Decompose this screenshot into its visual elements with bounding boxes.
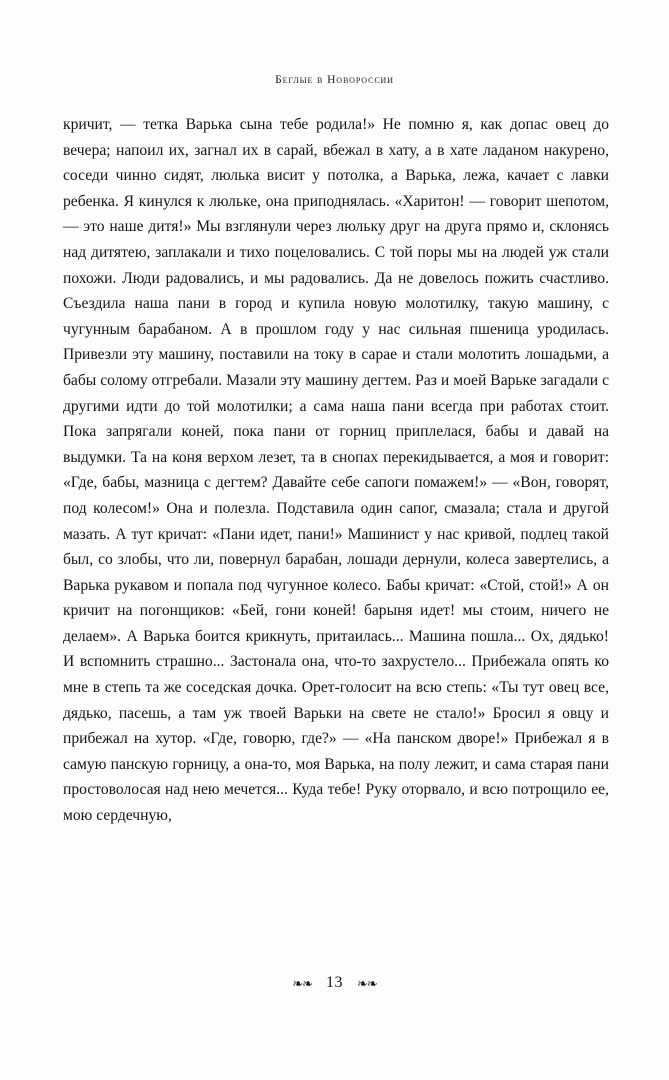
body-text-block [63,112,609,829]
page-number: 13 [326,974,343,991]
ornament-right-icon: ❧❧ [357,975,377,991]
running-head: Беглые в Новороссии [275,74,394,86]
ornament-left-icon: ❧❧ [292,975,312,991]
body-paragraph: кричит, — тетка Варька сына тебе родила!» Не помню я, как допас овец до вечера; напоил их, загнал их в сарай, вбежал в хату, а в хате ладаном накурено, соседи чинно сидят, люлька висит у потолка, а Варька, лежа, качает с лавки ребенка. Я кинулся к люльке, она приподнялась. «Харитон! — говорит шепотом, — это наше дитя!» Мы взглянули через люльку друг на друга прямо и, склонясь над дитятею, заплакали и тихо поцеловались. С той поры мы на людей уж стали похожи. Люди радовались, и мы радовались. Да не довелось пожить счастливо. Съездила наша пани в город и купила новую молотилку, такую машину, с чугунным барабаном. А в прошлом году у нас сильная пшеница уродилась. Привезли эту машину, поставили на току в сарае и стали молотить лошадьми, а бабы солому отгребали. Мазали эту машину дегтем. Раз и моей Варьке загадали с другими идти до той молотилки; а сама наша пани всегда при работах стоит. Пока запрягали коней, пока пани от горниц приплелася, бабы и давай на выдумки. Та на коня верхом лезет, та в снопах перекидывается, а моя и говорит: «Где, бабы, мазница с дегтем? Давайте себе сапоги помажем!» — «Вон, говорят, под колесом!» Она и полезла. Подставила один сапог, смазала; стала и другой мазать. А тут кричат: «Пани идет, пани!» Машинист у нас кривой, подлец такой был, со злобы, что ли, повернул барабан, лошади дернули, колеса завертелись, а Варька рукавом и попала под чугунное колесо. Бабы кричат: «Стой, стой!» А он кричит на погонщиков: «Бей, гони коней! барыня идет! мы стоим, ничего не делаем». А Варька боится крикнуть, притаилась... Машина пошла... Ох, дядько! И вспомнить страшно... Застонала она, что-то захрустело... Прибежала опять ко мне в степь та же соседская дочка. Орет-голосит на всю степь: «Ты тут овец все, дядько, пасешь, а там уж твоей Варьки на свете не стало!» Бросил я овцу и прибежал на хутор. «Где, говорю, где?» — «На панском дворе!» Прибежал я в самую панскую горницу, а она-то, моя Варька, на полу лежит, и сама старая пани простоволосая над нею мечется... Куда тебе! Руку оторвало, и всю потрощило ее, мою сердечную, [63,116,609,825]
page-footer [0,974,669,992]
